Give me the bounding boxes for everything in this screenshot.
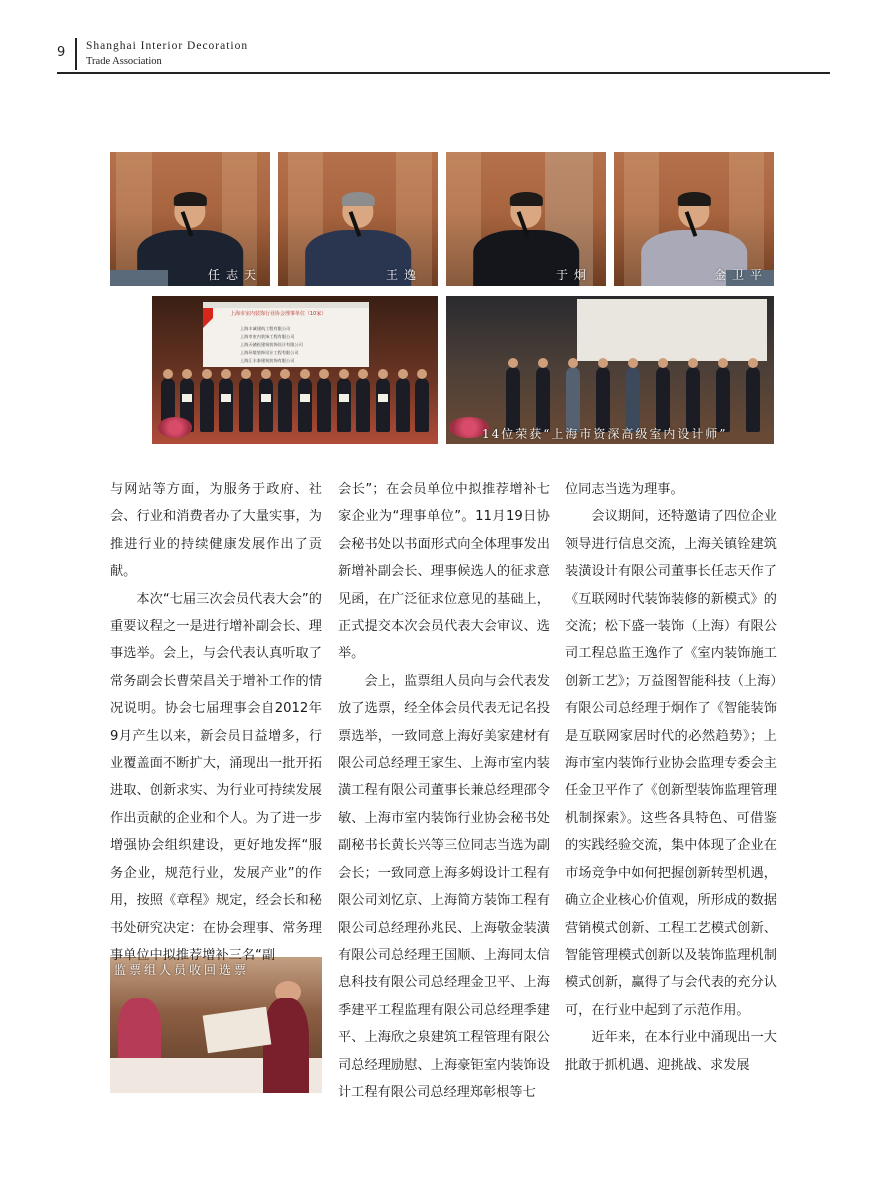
speaker-caption: 于炯 bbox=[555, 268, 592, 282]
speaker-photo-2 bbox=[278, 152, 438, 286]
screen-line: 上海市室内装饰工程有限公司 bbox=[239, 334, 295, 340]
speaker-caption: 任志天 bbox=[207, 268, 262, 282]
designer-award-caption: 14位荣获“上海市资深高级室内设计师” bbox=[482, 427, 728, 441]
speaker-caption: 王逸 bbox=[385, 268, 422, 282]
award-ceremony-photo bbox=[152, 296, 438, 444]
speaker-photo-1 bbox=[110, 152, 270, 286]
speaker-photo-3 bbox=[446, 152, 606, 286]
text-column-1 bbox=[110, 476, 322, 969]
projection-screen bbox=[577, 299, 767, 361]
paragraph: 与网站等方面，为服务于政府、社会、行业和消费者办了大量实事，为推进行业的持续健康发展作出了贡献。 bbox=[110, 482, 322, 580]
text-column-3 bbox=[565, 476, 777, 1079]
ballot-photo-caption: 监票组人员收回选票 bbox=[114, 963, 250, 977]
page-number: 9 bbox=[57, 45, 66, 60]
header-rule bbox=[57, 72, 830, 74]
paragraph: 会议期间，还特邀请了四位企业领导进行信息交流，上海关镇铨建筑装潢设计有限公司董事长任志天作了《互联网时代装饰装修的新模式》的交流；松下盛一装饰（上海）有限公司工程总监王逸作了《室内装饰施工创新工艺》；万益图智能科技（上海）有限公司总经理于炯作了《智能装饰是互联网家居时代的必然趋势》；上海市室内装饰行业协会监理专委会主任金卫平作了《创新型装饰监理管理机制探索》。这些各具特色、可借鉴的实践经验交流，集中体现了企业在市场竞争中如何把握创新转型机遇，确立企业核心价值观，所形成的数据营销模式创新、工程工艺模式创新、智能管理模式创新以及装饰监理机制模式创新，赢得了与会代表的充分认可，在行业中起到了示范作用。 bbox=[565, 509, 777, 1018]
text-column-2 bbox=[338, 476, 550, 1106]
award-recipients bbox=[492, 361, 774, 432]
paragraph: 位同志当选为理事。 bbox=[565, 482, 684, 497]
header-org-subtitle: Trade Association bbox=[86, 56, 162, 67]
paragraph: 本次“七届三次会员代表大会”的重要议程之一是进行增补副会长、理事选举。会上，与会代表认真听取了常务副会长曹荣昌关于增补工作的情况说明。协会七届理事会自2012年9月产生以来，新会员日益增多，行业覆盖面不断扩大，涌现出一批开拓进取、创新求实、为行业可持续发展作出贡献的企业和个人。为了进一步增强协会组织建设，更好地发挥“服务企业，规范行业，发展产业”的作用，按照《章程》规定，经会长和秘书处研究决定：在协会理事、常务理事单位中拟推荐增补三名“副 bbox=[110, 591, 322, 963]
screen-line: 上海汇丰泰建筑装饰有限公司 bbox=[239, 358, 295, 364]
screen-line: 上海丰诚建筑工程有限公司 bbox=[239, 326, 291, 332]
screen-title: 上海市室内装饰行业协会理事单位（10家） bbox=[230, 310, 327, 317]
screen-line: 上海天储松建筑装饰设计有限公司 bbox=[239, 342, 303, 348]
projection-screen bbox=[203, 302, 369, 367]
speaker-caption: 金卫平 bbox=[713, 268, 768, 282]
header-org-name: Shanghai Interior Decoration bbox=[86, 40, 249, 52]
paragraph: 会长”；在会员单位中拟推荐增补七家企业为“理事单位”。11月19日协会秘书处以书面形式向全体理事发出新增补副会长、理事候选人的征求意见函，在广泛征求位意见的基础上，正式提交本次会员代表大会审议、选举。 bbox=[338, 482, 550, 662]
paragraph: 近年来，在本行业中涌现出一大批敢于抓机遇、迎挑战、求发展 bbox=[565, 1030, 777, 1073]
paragraph: 会上，监票组人员向与会代表发放了选票，经全体会员代表无记名投票选举，一致同意上海好美家建材有限公司总经理王家生、上海市室内装潢工程有限公司董事长兼总经理邵令敏、上海市室内装饰行业协会秘书处副秘书长黄长兴等三位同志当选为副会长；一致同意上海多姆设计工程有限公司刘忆京、上海简方装饰工程有限公司总经理孙兆民、上海敬金装潢有限公司总经理王国顺、上海同太信息科技有限公司总经理金卫平、上海季建平工程监理有限公司总经理季建平、上海欣之泉建筑工程管理有限公司总经理励慰、上海豪钜室内装饰设计工程有限公司总经理郑彰根等七 bbox=[338, 673, 550, 1100]
ballot-box bbox=[203, 1007, 271, 1054]
award-recipients bbox=[152, 373, 438, 432]
screen-line: 上海环境装饰设计工程有限公司 bbox=[239, 350, 299, 356]
ballot-collection-photo bbox=[110, 957, 322, 1093]
header-divider bbox=[75, 38, 77, 70]
speaker-photo-4 bbox=[614, 152, 774, 286]
designer-award-photo bbox=[446, 296, 774, 444]
